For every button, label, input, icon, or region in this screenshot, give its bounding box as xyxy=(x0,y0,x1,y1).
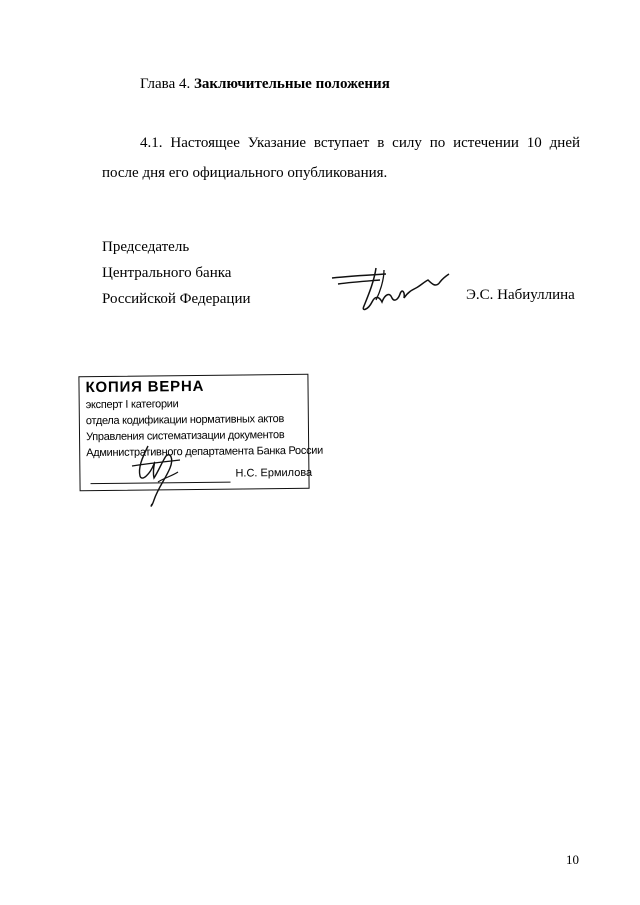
signatory-position xyxy=(102,234,251,312)
page-number: 10 xyxy=(566,852,579,867)
stamp-handwritten-signature xyxy=(128,438,188,510)
signer-name: Э.С. Набиуллина xyxy=(466,287,575,303)
stamp-line: отдела кодификации нормативных актов xyxy=(85,413,285,428)
position-line: Российской Федерации xyxy=(102,291,251,307)
stamp-title: КОПИЯ ВЕРНА xyxy=(85,377,205,397)
handwritten-signature xyxy=(328,262,453,316)
position-line: Центрального банка xyxy=(102,265,232,281)
chapter-prefix: Глава 4. xyxy=(140,76,191,92)
chapter-heading xyxy=(140,76,390,93)
copy-certified-stamp xyxy=(78,374,324,491)
chapter-title: Заключительные положения xyxy=(193,76,390,92)
position-line: Председатель xyxy=(102,239,190,255)
stamp-line: эксперт I категории xyxy=(85,398,179,412)
paragraph-line-2: после дня его официального опубликования. xyxy=(102,165,388,181)
stamp-line: Управления систематизации документов xyxy=(85,429,285,444)
stamp-name: Н.С. Ермилова xyxy=(235,466,313,480)
stamp-line: Административного департамента Банка России xyxy=(86,444,324,460)
paragraph-line-1: 4.1. Настоящее Указание вступает в силу по истечении 10 дней xyxy=(140,135,580,151)
paragraph-4-1 xyxy=(102,128,580,188)
